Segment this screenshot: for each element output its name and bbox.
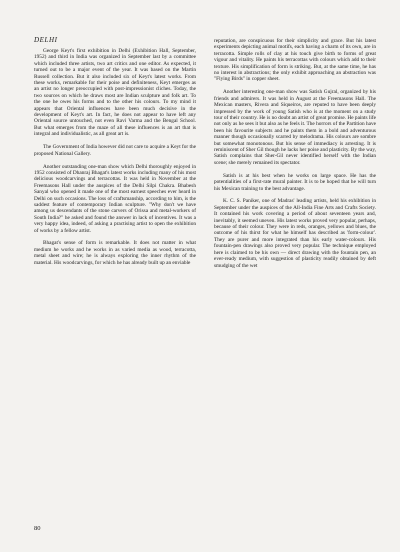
right-column — [214, 38, 376, 269]
paragraph: K. C. S. Paniker, one of Madras' leading artists, held his exhibition in September under the auspices of the All-India Fine Arts and Crafts Society. It contained his work covering a period of about seventeen years and, inevitably, it seemed uneven. His latest works proved very popular, perhaps, because of their colour. They were in reds, oranges, yellows and blues, the outcome of his thirst for what he himself has described as 'form-colour'. They are purer and more integrated than his early water-colours. His fountain-pen drawings also proved very popular. The technique employed here is claimed to be his own — direct drawing with the fountain pen, an ever-ready medium, with suggestion of plasticity readily obtained by deft smudging of the wet — [214, 198, 376, 269]
paragraph: Satish is at his best when he works on large space. He has the potentialities of a first-rate mural painter. It is to be hoped that he will turn his Mexican training to the best advantage. — [214, 172, 376, 192]
paragraph: Another outstanding one-man show which Delhi thoroughly enjoyed in 1952 consisted of Dhanraj Bhagat's latest works including many of his most delicious woodcarvings and terracottas. It was held in November at the Freemasons Hall under the auspices of the Delhi Silpi Chakra. Bhabesh Sanyal who opened it made one of the most earnest speeches ever heard in Delhi on such occasions. The loss of craftsmanship, according to him, is the saddest feature of contemporary Indian sculpture. "Why don't we have among us descendants of the stone carvers of Orissa and metal-workers of South India?" he asked and found the answer in lack of incentives. It was a very happy idea, indeed, of asking a practising artist to open the exhibition of works by a fellow artist. — [34, 163, 196, 234]
paragraph: reputation, are conspicuous for their simplicity and grace. But his latest experiments depicting animal motifs, each having a charm of its own, are in terracotta. Simple rolls of clay at his touch give birth to forms of great vigour and vitality. He paints his terracottas with colours which add to their texture. His simplification of form is striking. But, at the same time, he has no interest in abstractions; the only exhibit approaching an abstraction was "Flying Birds" in copper sheet. — [214, 38, 376, 83]
paragraph: Bhagat's sense of form is remarkable. It does not matter in what medium he works and he works in as varied media as wood, terracotta, metal sheet and wire; he is always exploring the inner rhythm of the material. His woodcarvings, for which he has already built up an enviable — [34, 240, 196, 266]
paragraph: The Government of India however did not care to acquire a Keyt for the proposed National Gallery. — [34, 144, 196, 157]
paragraph: Another interesting one-man show was Satish Gujral, organized by his friends and admirers. It was held in August at the Freemasons Hall. The Mexican masters, Rivera and Siqueiros, are reputed to have been deeply impressed by the work of young Satish who is at the moment on a study tour of their country. He is no doubt an artist of great promise. He paints life not only as he sees it but also as he feels it. The horrors of the Partition have been his favourite subjects and he paints them in a bold and adventurous manner though occasionally scarred by melodrama. His colours are sombre but somewhat monotonous. But his sense of immediacy is arresting. It is reminiscent of Sher Gil though he lacks her poise and plasticity. By the way, Satish complains that Sher-Gil never identified herself with the Indian scene; she merely remained its spectator. — [214, 89, 376, 166]
left-column — [34, 48, 196, 266]
paragraph: George Keyt's first exhibition in Delhi (Exhibition Hall, September, 1952) and third in India was organized in September last by a committee which included three artists, two art critics and one editor. As expected, it turned out to be a major event of the year. It was based on the Martin Russell collection. But it also included six of Keyt's latest works. From these works, remarkable for their poise and definiteness, Keyt emerges as an artist no longer preoccupied with post-impressionist cliches. Today, the two sources on which he draws most are Indian sculpture and folk art. To the one he owes his forms and to the other his colours. To my mind it appears that Oriental influences have been much decisive in the development of Keyt's art. In fact, he does not appear to have left any Oriental source untouched, not even Ravi Varma and the Bengal School. But what emerges from the maze of all these influences is an art that is integral and individualistic, as all great art is. — [34, 48, 196, 138]
page-number: 80 — [34, 525, 41, 532]
section-title: DELHI — [34, 36, 58, 44]
